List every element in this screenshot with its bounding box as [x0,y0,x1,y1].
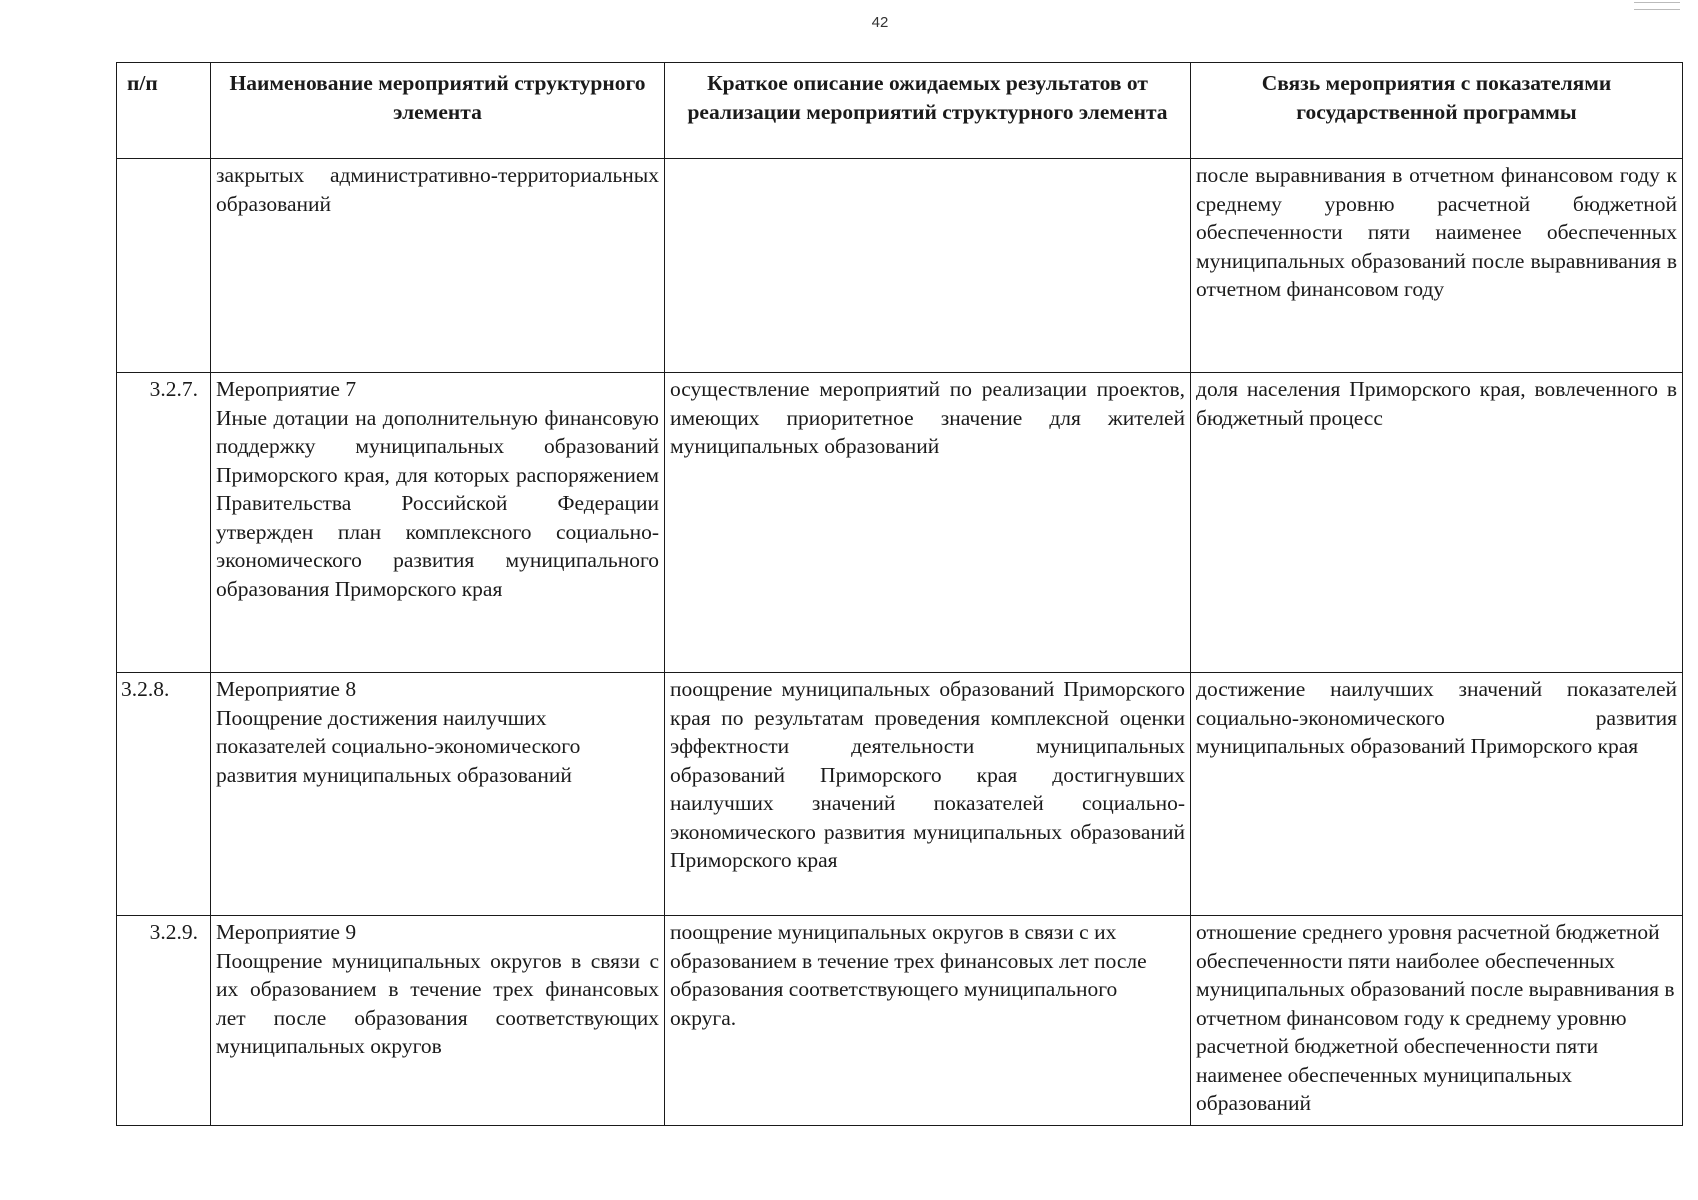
row-title: Мероприятие 9 [216,920,357,944]
header-name: Наименование мероприятий структурного элемента [211,63,665,159]
row-link: после выравнивания в отчетном финансовом году к среднему уровню расчетной бюджетной обеспеченности пяти наименее обеспеченных муниципальных образований после выравнивания в отчетном финансовом году [1191,159,1683,373]
row-name-text: Поощрение муниципальных округов в связи с их образованием в течение трех финансовых лет после образования соответствующих муниципальных округов [216,948,659,1058]
row-title: Мероприятие 8 [216,677,357,701]
row-name [211,159,665,373]
row-link: доля населения Приморского края, вовлеченного в бюджетный процесс [1191,373,1683,673]
row-name [211,916,665,1126]
row-num: 3.2.9. [117,916,211,1126]
row-num [117,159,211,373]
row-description [665,159,1191,373]
row-name [211,673,665,916]
row-num: 3.2.8. [117,673,211,916]
table-row [117,159,1683,373]
row-name-text: Поощрение достижения наилучших показателей социально-экономического развития муниципальных образований [216,705,581,787]
header-num: п/п [117,63,211,159]
table-row [117,373,1683,673]
row-description: поощрение муниципальных округов в связи с их образованием в течение трех финансовых лет после образования соответствующего муниципального округа. [665,916,1191,1126]
row-name [211,373,665,673]
table-row [117,916,1683,1126]
measures-table [116,62,1683,1126]
row-description: поощрение муниципальных образований Приморского края по результатам проведения комплексной оценки эффектности деятельности муниципальных образований Приморского края достигнувших наилучших значений показателей социально-экономического развития муниципальных образований Приморского края [665,673,1191,916]
row-description: осуществление мероприятий по реализации проектов, имеющих приоритетное значение для жителей муниципальных образований [665,373,1191,673]
row-name-text: закрытых административно-территориальных образований [216,163,659,216]
corner-mark [1634,2,1680,10]
table-header-row [117,63,1683,159]
header-link: Связь мероприятия с показателями государственной программы [1191,63,1683,159]
table-row [117,673,1683,916]
page-number: 42 [871,14,889,31]
header-description: Краткое описание ожидаемых результатов от реализации мероприятий структурного элемента [665,63,1191,159]
row-num: 3.2.7. [117,373,211,673]
row-link: отношение среднего уровня расчетной бюджетной обеспеченности пяти наиболее обеспеченных муниципальных образований после выравнивания в отчетном финансовом году к среднему уровню расчетной бюджетной обеспеченности пяти наименее обеспеченных муниципальных образований [1191,916,1683,1126]
row-link: достижение наилучших значений показателей социально-экономического развития муниципальных образований Приморского края [1191,673,1683,916]
row-name-text: Иные дотации на дополнительную финансовую поддержку муниципальных образований Приморского края, для которых распоряжением Правительства Российской Федерации утвержден план комплексного социально-экономического развития муниципального образования Приморского края [216,405,659,601]
row-title: Мероприятие 7 [216,377,357,401]
